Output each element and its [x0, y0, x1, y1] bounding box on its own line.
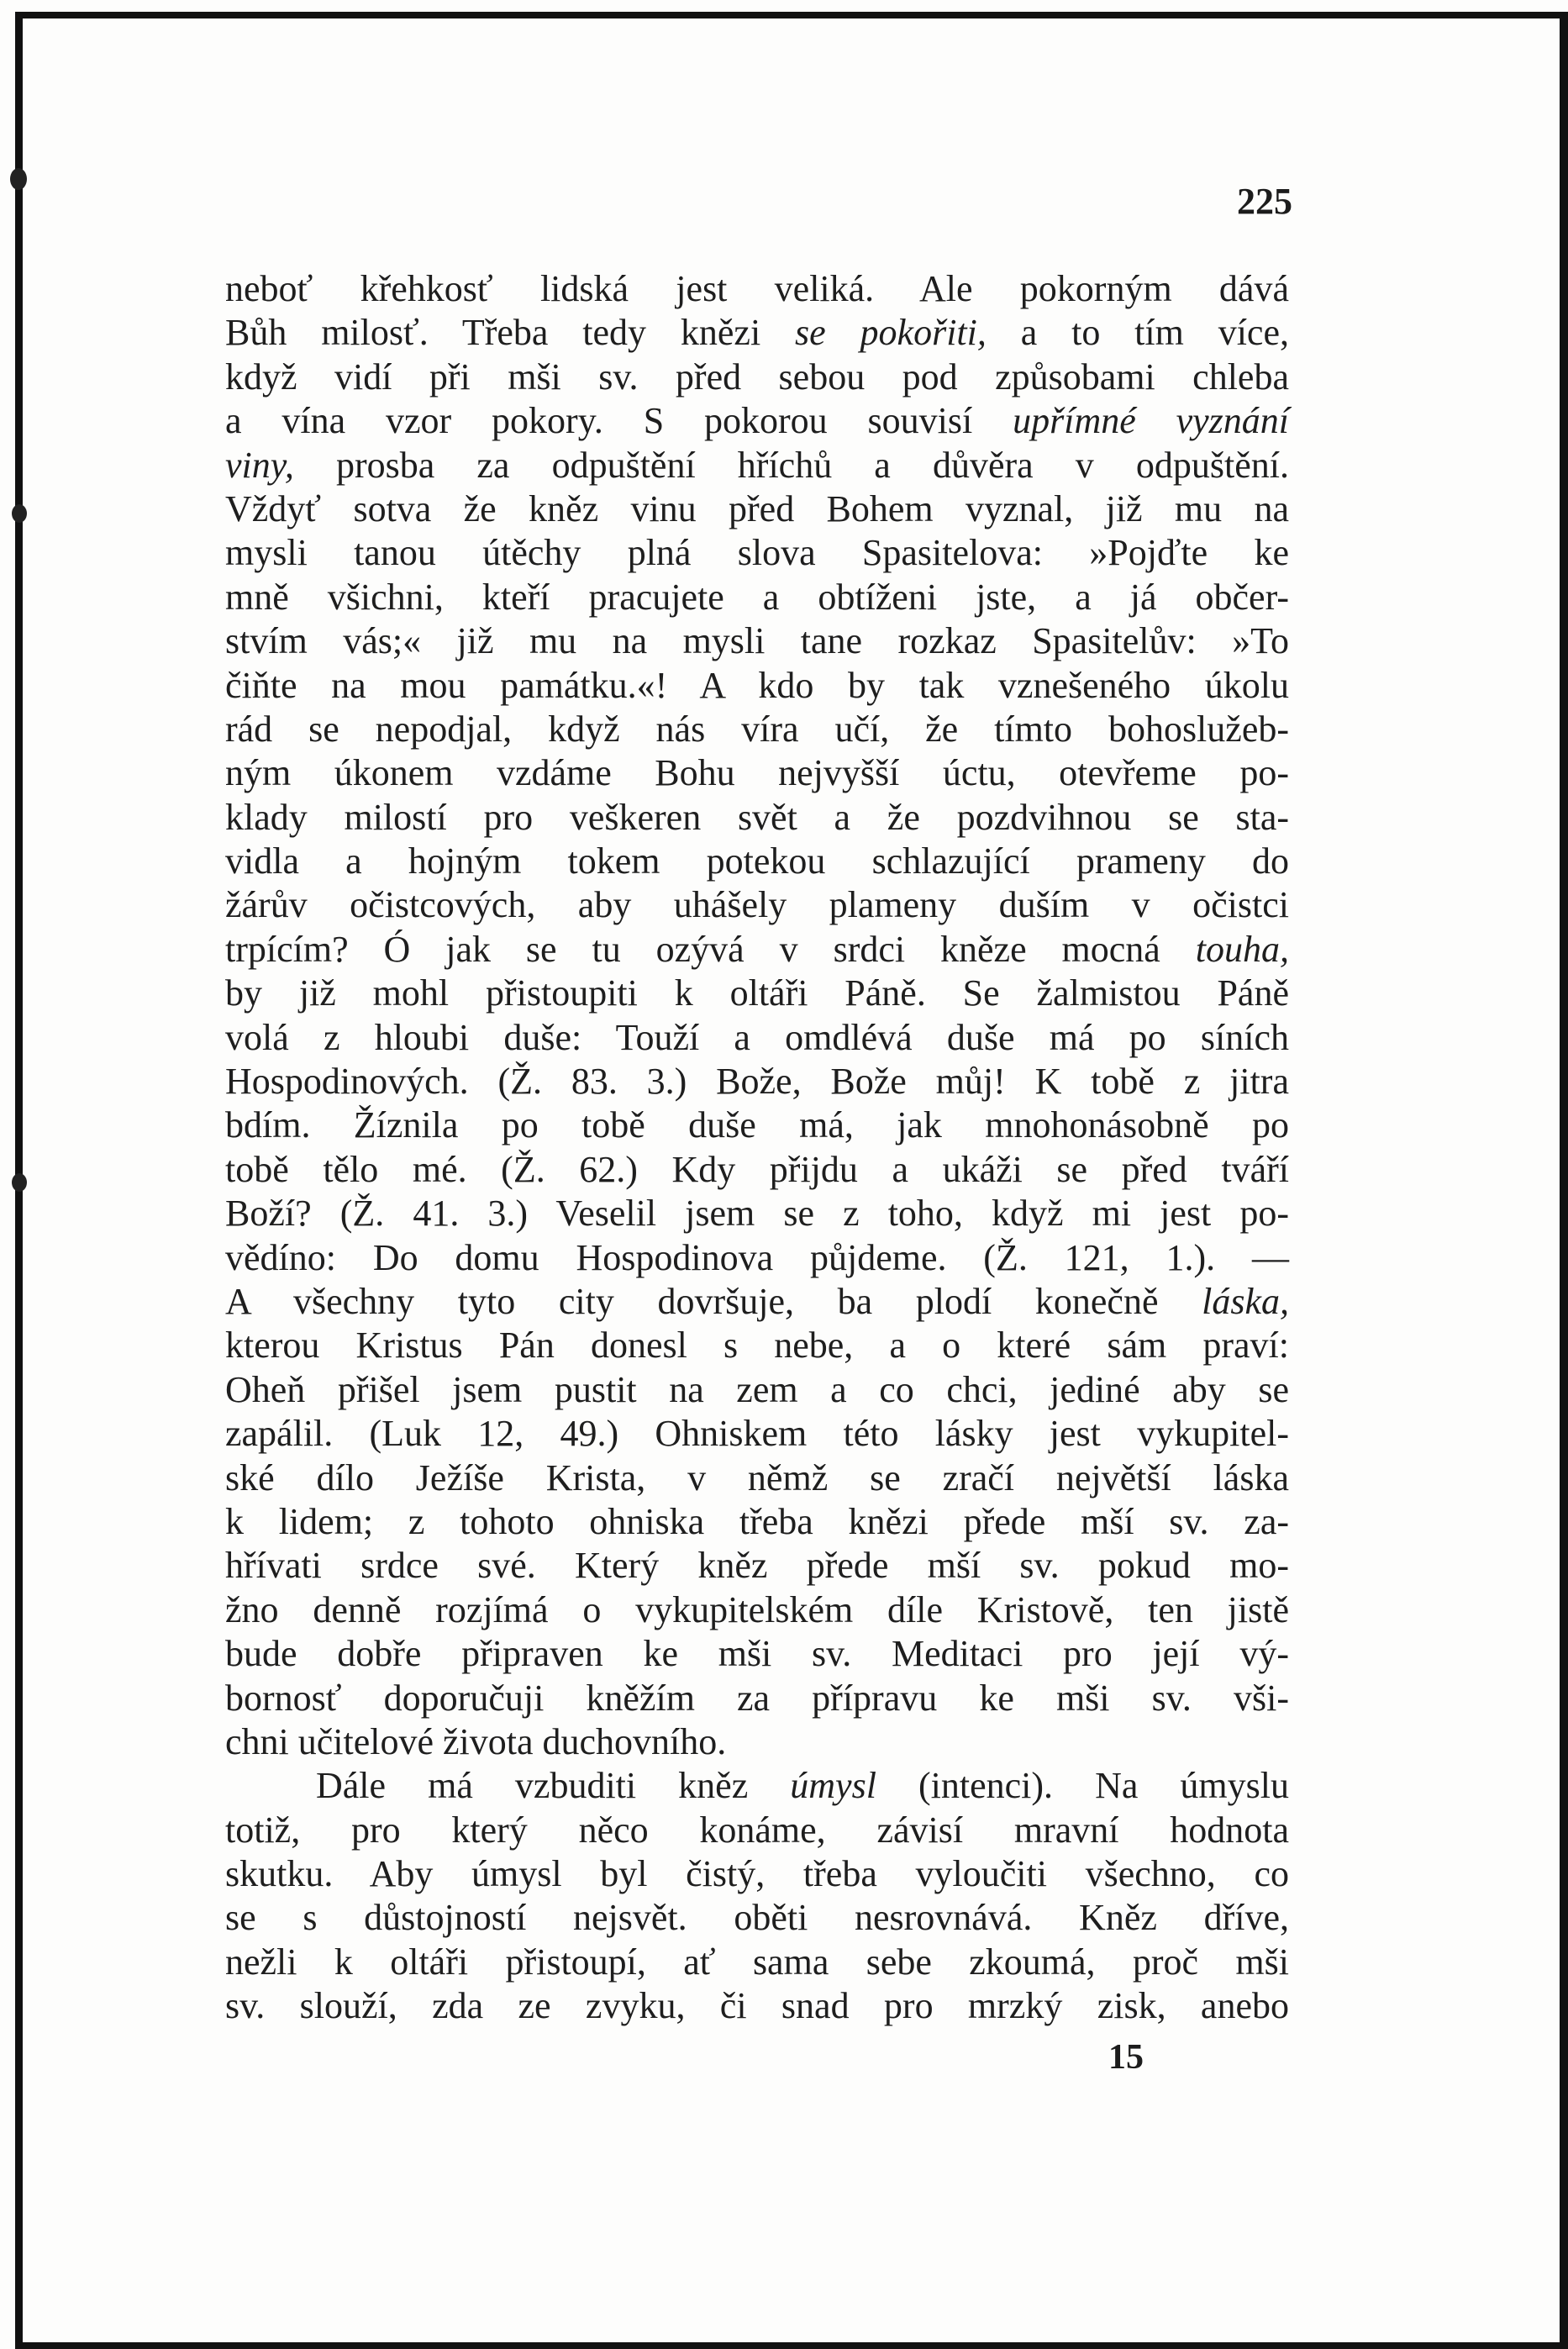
- page-number: 225: [1237, 181, 1292, 222]
- text-line: rád se nepodjal, když nás víra učí, že tímto bohoslužeb-: [225, 708, 1289, 750]
- text-line: bornosť doporučuji kněžím za přípravu ke mši sv. vši-: [225, 1677, 1289, 1719]
- text-line: Bůh milosť. Třeba tedy knězi se pokořiti, a to tím více,: [225, 312, 1289, 354]
- scan-speck: [12, 1173, 27, 1192]
- signature-mark: 15: [1108, 2038, 1144, 2077]
- text-line: kterou Kristus Pán donesl s nebe, a o které sám praví:: [225, 1325, 1289, 1367]
- text-line: by již mohl přistoupiti k oltáři Páně. Se žalmistou Páně: [225, 972, 1289, 1014]
- text-line: stvím vás;« již mu na mysli tane rozkaz Spasitelův: »To: [225, 620, 1289, 662]
- scan-speck: [10, 168, 27, 190]
- text-line: trpícím? Ó jak se tu ozývá v srdci kněze mocná touha,: [225, 928, 1289, 970]
- text-line: nežli k oltáři přistoupí, ať sama sebe zkoumá, proč mši: [225, 1941, 1289, 1983]
- text-line: mně všichni, kteří pracujete a obtíženi jste, a já občer-: [225, 576, 1289, 618]
- text-line: Dále má vzbuditi kněz úmysl (intenci). Na úmyslu: [316, 1765, 1289, 1807]
- text-line: žno denně rozjímá o vykupitelském díle Kristově, ten jistě: [225, 1588, 1289, 1630]
- text-line: totiž, pro který něco konáme, závisí mravní hodnota: [225, 1809, 1289, 1851]
- text-line: čiňte na mou památku.«! A kdo by tak vznešeného úkolu: [225, 664, 1289, 706]
- text-line: k lidem; z tohoto ohniska třeba knězi přede mší sv. za-: [225, 1500, 1289, 1542]
- text-line: ným úkonem vzdáme Bohu nejvyšší úctu, otevřeme po-: [225, 752, 1289, 794]
- text-line: chni učitelové života duchovního.: [225, 1720, 727, 1762]
- text-line: mysli tanou útěchy plná slova Spasitelova: »Pojďte ke: [225, 532, 1289, 574]
- text-line: tobě tělo mé. (Ž. 62.) Kdy přijdu a ukáži se před tváří: [225, 1148, 1289, 1190]
- text-line: sv. slouží, zda ze zvyku, či snad pro mrzký zisk, anebo: [225, 1985, 1289, 2027]
- text-line: neboť křehkosť lidská jest veliká. Ale pokorným dává: [225, 268, 1289, 309]
- scan-speck: [12, 504, 27, 523]
- text-line: a vína vzor pokory. S pokorou souvisí upřímné vyznání: [225, 400, 1290, 442]
- text-line: viny, prosba za odpuštění hříchů a důvěra v odpuštění.: [225, 444, 1289, 486]
- text-line: Boží? (Ž. 41. 3.) Veselil jsem se z toho, když mi jest po-: [225, 1193, 1289, 1235]
- text-line: když vidí při mši sv. před sebou pod způsobami chleba: [225, 356, 1289, 398]
- scan-border-top: [17, 12, 1568, 18]
- text-line: žárův očistcových, aby uhášely plameny duším v očistci: [225, 884, 1289, 926]
- scan-border-right: [1560, 12, 1568, 2349]
- text-line: klady milostí pro veškeren svět a že pozdvihnou se sta-: [225, 796, 1289, 838]
- text-line: vědíno: Do domu Hospodinova půjdeme. (Ž. 121, 1.). —: [225, 1236, 1289, 1278]
- text-line: Vždyť sotva že kněz vinu před Bohem vyznal, již mu na: [225, 487, 1289, 529]
- text-line: Hospodinových. (Ž. 83. 3.) Bože, Bože můj! K tobě z jitra: [225, 1061, 1289, 1103]
- text-line: bude dobře připraven ke mši sv. Meditaci pro její vý-: [225, 1633, 1289, 1675]
- text-line: bdím. Žíznila po tobě duše má, jak mnohonásobně po: [225, 1104, 1289, 1146]
- text-line: vidla a hojným tokem potekou schlazující prameny do: [225, 840, 1289, 882]
- text-line: volá z hloubi duše: Touží a omdlévá duše má po síních: [225, 1016, 1289, 1058]
- body-text: [225, 267, 1289, 2029]
- scan-border-bottom: [15, 2342, 1568, 2349]
- text-line: skutku. Aby úmysl byl čistý, třeba vyloučiti všechno, co: [225, 1853, 1289, 1895]
- text-line: zapálil. (Luk 12, 49.) Ohniskem této lásky jest vykupitel-: [225, 1413, 1289, 1455]
- text-line: se s důstojností nejsvět. oběti nesrovnává. Kněz dříve,: [225, 1897, 1289, 1939]
- text-line: A všechny tyto city dovršuje, ba plodí konečně láska,: [225, 1280, 1289, 1322]
- text-line: ské dílo Ježíše Krista, v němž se zračí největší láska: [225, 1456, 1289, 1498]
- text-line: hřívati srdce své. Který kněz přede mší sv. pokud mo-: [225, 1545, 1289, 1587]
- text-line: Oheň přišel jsem pustit na zem a co chci, jediné aby se: [225, 1368, 1289, 1410]
